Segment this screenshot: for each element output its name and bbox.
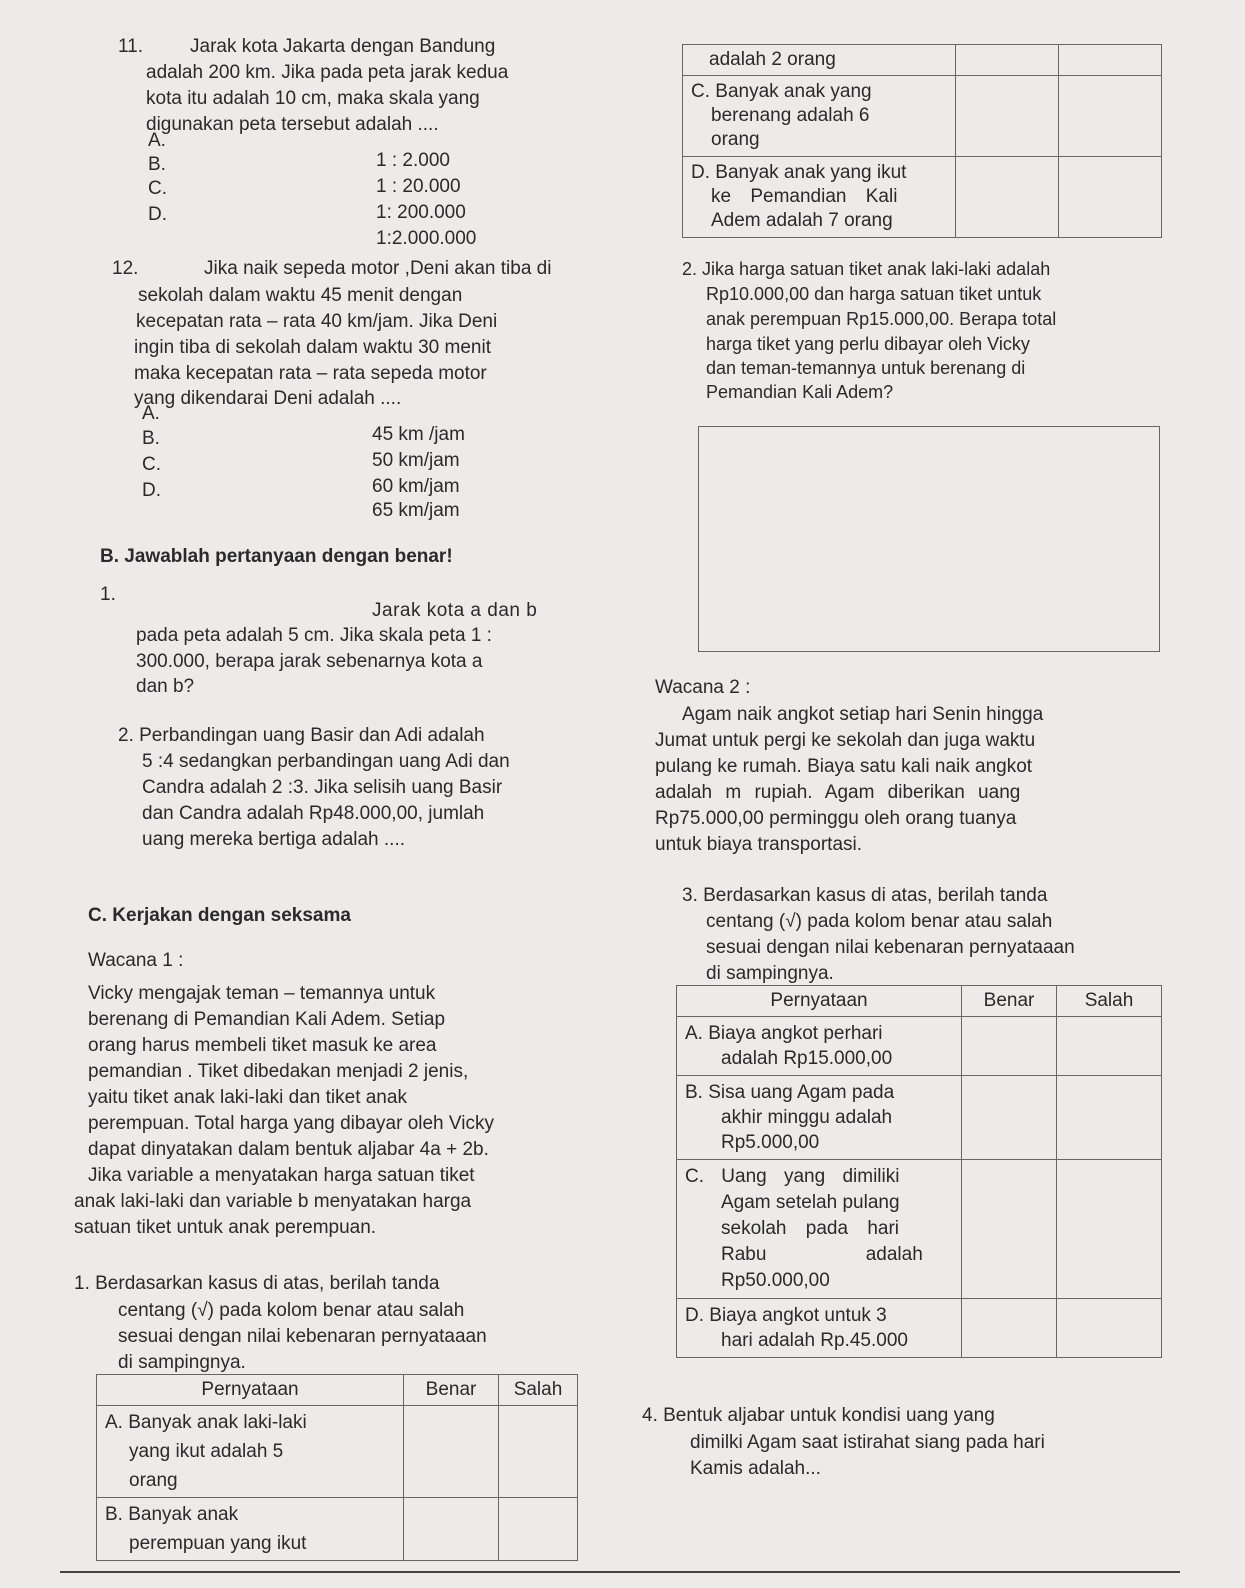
table-row [677, 1017, 1162, 1076]
benar-checkbox-cell[interactable] [962, 1017, 1057, 1076]
c1-line-3: sesuai dengan nilai kebenaran pernyataaan [118, 1326, 487, 1347]
truth-table-2-header [677, 986, 1162, 1017]
table-row [683, 157, 1162, 238]
wacana2-line-2: Jumat untuk pergi ke sekolah dan juga waktu [655, 730, 1036, 751]
salah-checkbox-cell[interactable] [499, 1406, 578, 1498]
q12-line-3: kecepatan rata – rata 40 km/jam. Jika Deni [136, 311, 498, 332]
benar-checkbox-cell[interactable] [404, 1498, 499, 1561]
statement-line: akhir minggu adalah [721, 1107, 893, 1128]
benar-checkbox-cell[interactable] [962, 1160, 1057, 1299]
q4-line-3: Kamis adalah... [690, 1458, 821, 1479]
q12-line-4: ingin tiba di sekolah dalam waktu 30 menit [134, 337, 491, 358]
statement-cell [677, 1299, 962, 1358]
statement-line: Adem adalah 7 orang [711, 210, 893, 231]
statement-cell [683, 45, 956, 76]
q3-line-1: 3. Berdasarkan kasus di atas, berilah tanda [682, 885, 1048, 906]
table-row [683, 76, 1162, 157]
q11-line-1: Jarak kota Jakarta dengan Bandung [190, 36, 496, 57]
q11-option-c: 1: 200.000 [376, 202, 466, 223]
statement-line: orang [711, 129, 760, 150]
wacana1-line-7: dapat dinyatakan dalam bentuk aljabar 4a + 2b. [88, 1139, 489, 1160]
table-row [677, 1076, 1162, 1160]
wacana1-line-6: perempuan. Total harga yang dibayar oleh Vicky [88, 1113, 494, 1134]
b1-number: 1. [100, 584, 116, 605]
c1-line-1: 1. Berdasarkan kasus di atas, berilah tanda [74, 1273, 440, 1294]
q12-option-d: 65 km/jam [372, 500, 460, 521]
q11-letter-d: D. [148, 204, 167, 225]
q11-line-4: digunakan peta tersebut adalah .... [146, 114, 439, 135]
q11-option-b: 1 : 20.000 [376, 176, 461, 197]
q2-line-4: harga tiket yang perlu dibayar oleh Vicky [706, 334, 1030, 354]
wacana2-line-4: adalah m rupiah. Agam diberikan uang [655, 782, 1021, 803]
q2-line-5: dan teman-temannya untuk berenang di [706, 358, 1026, 378]
b2-line-5: uang mereka bertiga adalah .... [142, 829, 406, 850]
header-benar: Benar [962, 986, 1057, 1017]
wacana2-line-1: Agam naik angkot setiap hari Senin hingga [682, 704, 1044, 725]
wacana1-line-4: pemandian . Tiket dibedakan menjadi 2 jenis, [88, 1061, 469, 1082]
table-row [677, 1299, 1162, 1358]
b2-line-2: 5 :4 sedangkan perbandingan uang Adi dan [142, 751, 510, 772]
statement-line: ke Pemandian Kali [711, 186, 898, 207]
statement-cell [97, 1498, 404, 1561]
salah-checkbox-cell[interactable] [1057, 1017, 1162, 1076]
q11-line-2: adalah 200 km. Jika pada peta jarak kedua [146, 62, 509, 83]
q12-line-6: yang dikendarai Deni adalah .... [134, 388, 402, 409]
statement-line: perempuan yang ikut [129, 1533, 307, 1554]
q2-line-2: Rp10.000,00 dan harga satuan tiket untuk [706, 284, 1042, 304]
salah-checkbox-cell[interactable] [1057, 1299, 1162, 1358]
statement-cell [683, 157, 956, 238]
salah-checkbox-cell[interactable] [1059, 76, 1162, 157]
q11-option-d: 1:2.000.000 [376, 228, 477, 249]
wacana1-line-9: anak laki-laki dan variable b menyatakan harga [74, 1191, 472, 1212]
wacana2-line-6: untuk biaya transportasi. [655, 834, 863, 855]
header-benar: Benar [404, 1375, 499, 1406]
wacana2-title: Wacana 2 : [655, 677, 751, 698]
benar-checkbox-cell[interactable] [404, 1406, 499, 1498]
q11-letter-b: B. [148, 154, 166, 175]
salah-checkbox-cell[interactable] [1057, 1160, 1162, 1299]
q3-line-3: sesuai dengan nilai kebenaran pernyataaan [706, 937, 1075, 958]
q11-option-a: 1 : 2.000 [376, 150, 450, 171]
statement-line: sekolah pada hari [721, 1218, 899, 1239]
statement-cell [677, 1076, 962, 1160]
b2-line-4: dan Candra adalah Rp48.000,00, jumlah [142, 803, 485, 824]
c1-line-2: centang (√) pada kolom benar atau salah [118, 1300, 465, 1321]
q12-letter-d: D. [142, 480, 161, 501]
statement-line: yang ikut adalah 5 [129, 1441, 284, 1462]
q2-line-3: anak perempuan Rp15.000,00. Berapa total [706, 309, 1057, 329]
answer-box[interactable] [698, 426, 1160, 652]
header-pernyataan: Pernyataan [677, 986, 962, 1017]
statement-cell [677, 1160, 962, 1299]
statement-line: orang [129, 1470, 178, 1491]
statement-cell [677, 1017, 962, 1076]
b1-line-1: Jarak kota a dan b [372, 600, 538, 621]
wacana2-line-5: Rp75.000,00 perminggu oleh orang tuanya [655, 808, 1017, 829]
q12-letter-b: B. [142, 428, 160, 449]
b1-line-4: dan b? [136, 676, 195, 697]
q2-line-1: 2. Jika harga satuan tiket anak laki-laki adalah [682, 259, 1051, 279]
statement-line: D. Biaya angkot untuk 3 [685, 1305, 887, 1326]
statement-line: berenang adalah 6 [711, 105, 870, 126]
section-b-heading: B. Jawablah pertanyaan dengan benar! [100, 546, 453, 567]
q11-line-3: kota itu adalah 10 cm, maka skala yang [146, 88, 480, 109]
c1-line-4: di sampingnya. [118, 1352, 246, 1373]
b1-line-2: pada peta adalah 5 cm. Jika skala peta 1 : [136, 625, 492, 646]
wacana1-line-1: Vicky mengajak teman – temannya untuk [88, 983, 436, 1004]
truth-table-1 [96, 1374, 578, 1561]
statement-line: B. Banyak anak [105, 1504, 239, 1525]
salah-checkbox-cell[interactable] [1057, 1076, 1162, 1160]
q12-option-c: 60 km/jam [372, 476, 460, 497]
wacana1-line-3: orang harus membeli tiket masuk ke area [88, 1035, 437, 1056]
q4-line-2: dimilki Agam saat istirahat siang pada hari [690, 1432, 1045, 1453]
salah-checkbox-cell[interactable] [499, 1498, 578, 1561]
statement-line: adalah 2 orang [709, 49, 836, 70]
statement-line: A. Biaya angkot perhari [685, 1023, 883, 1044]
salah-checkbox-cell[interactable] [1059, 45, 1162, 76]
benar-checkbox-cell[interactable] [956, 157, 1059, 238]
salah-checkbox-cell[interactable] [1059, 157, 1162, 238]
wacana1-line-2: berenang di Pemandian Kali Adem. Setiap [88, 1009, 446, 1030]
table-row [97, 1406, 578, 1498]
header-salah: Salah [1057, 986, 1162, 1017]
q12-letter-c: C. [142, 454, 161, 475]
statement-cell [97, 1406, 404, 1498]
q11-letter-a: A. [148, 130, 166, 151]
truth-table-2 [676, 985, 1162, 1358]
statement-line: adalah Rp15.000,00 [721, 1048, 893, 1069]
q4-line-1: 4. Bentuk aljabar untuk kondisi uang yang [642, 1405, 995, 1426]
b2-line-1: 2. Perbandingan uang Basir dan Adi adalah [118, 725, 485, 746]
statement-cell [683, 76, 956, 157]
q3-line-2: centang (√) pada kolom benar atau salah [706, 911, 1053, 932]
header-salah: Salah [499, 1375, 578, 1406]
statement-line: C. Banyak anak yang [691, 81, 872, 102]
wacana2-line-3: pulang ke rumah. Biaya satu kali naik angkot [655, 756, 1033, 777]
benar-checkbox-cell[interactable] [962, 1299, 1057, 1358]
statement-line: B. Sisa uang Agam pada [685, 1082, 895, 1103]
statement-line: Rp50.000,00 [721, 1270, 830, 1291]
statement-line: Rabu adalah [721, 1244, 923, 1265]
wacana1-line-10: satuan tiket untuk anak perempuan. [74, 1217, 377, 1238]
table-row [677, 1160, 1162, 1299]
q12-line-5: maka kecepatan rata – rata sepeda motor [134, 363, 487, 384]
statement-line: Rp5.000,00 [721, 1132, 820, 1153]
b2-line-3: Candra adalah 2 :3. Jika selisih uang Basir [142, 777, 503, 798]
table-row [97, 1498, 578, 1561]
statement-line: D. Banyak anak yang ikut [691, 162, 907, 183]
truth-table-1-header [97, 1375, 578, 1406]
q3-line-4: di sampingnya. [706, 963, 834, 984]
statement-line: C. Uang yang dimiliki [685, 1166, 900, 1187]
q12-number: 12. [112, 258, 139, 279]
q12-line-2: sekolah dalam waktu 45 menit dengan [138, 285, 463, 306]
q2-line-6: Pemandian Kali Adem? [706, 382, 894, 402]
header-pernyataan: Pernyataan [97, 1375, 404, 1406]
q12-option-a: 45 km /jam [372, 424, 465, 445]
q12-line-1: Jika naik sepeda motor ,Deni akan tiba di [204, 258, 552, 279]
benar-checkbox-cell[interactable] [956, 76, 1059, 157]
statement-line: hari adalah Rp.45.000 [721, 1330, 908, 1351]
q11-number: 11. [118, 36, 144, 57]
statement-line: A. Banyak anak laki-laki [105, 1412, 307, 1433]
benar-checkbox-cell[interactable] [956, 45, 1059, 76]
wacana1-line-8: Jika variable a menyatakan harga satuan tiket [88, 1165, 475, 1186]
statement-line: Agam setelah pulang [721, 1192, 900, 1213]
wacana1-line-5: yaitu tiket anak laki-laki dan tiket anak [88, 1087, 407, 1108]
truth-table-continued [682, 44, 1162, 238]
q12-option-b: 50 km/jam [372, 450, 460, 471]
b1-line-3: 300.000, berapa jarak sebenarnya kota a [136, 651, 483, 672]
table-row [683, 45, 1162, 76]
q12-letter-a: A. [142, 403, 160, 424]
benar-checkbox-cell[interactable] [962, 1076, 1057, 1160]
section-c-heading: C. Kerjakan dengan seksama [88, 905, 351, 926]
wacana1-title: Wacana 1 : [88, 950, 184, 971]
q11-letter-c: C. [148, 178, 167, 199]
page-bottom-rule [60, 1571, 1180, 1573]
